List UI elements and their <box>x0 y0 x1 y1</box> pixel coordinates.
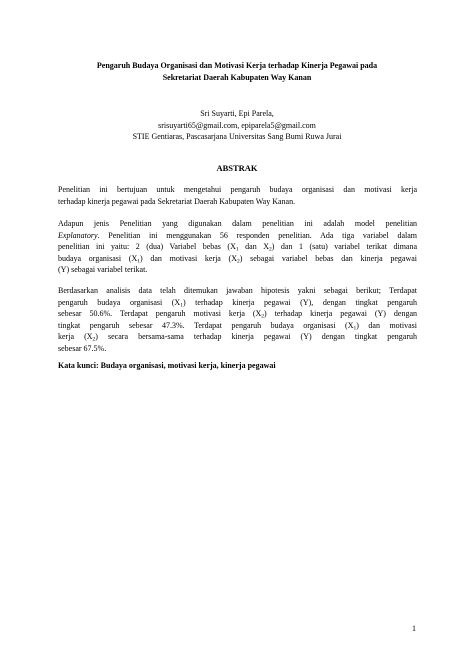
text-line: Penelitian ini bertujuan untuk mengetahui pengaruh budaya organisasi dan motivasi kerja <box>58 185 417 194</box>
paper-title <box>40 60 434 83</box>
text-line: tingkat pengaruh sebesar 47.3%. Terdapat pengaruh budaya organisasi $(X_1)$ dan motivasi <box>58 320 417 332</box>
text-line: kerja $(X_2)$ secara bersama-sama terhadap kinerja pegawai (Y) dengan tingkat pengaruh <box>58 332 417 343</box>
author-affiliation: STIE Gentiaras, Pascasarjana Universitas Sang Bumi Ruwa Jurai <box>132 132 342 142</box>
title-line-2: Sekretariat Daerah Kabupaten Way Kanan <box>162 72 312 82</box>
abstract-paragraph-2 <box>58 218 417 276</box>
text-line: terhadap kinerja pegawai pada Sekretariat Daerah Kabupaten Way Kanan. <box>58 196 296 206</box>
author-names: Sri Suyarti, Epi Parela, <box>200 109 274 118</box>
text-line: (Y) sebagai variabel terikat. <box>58 265 148 275</box>
text-line: Adapun jenis Penelitian yang digunakan dalam penelitian ini adalah model penelitian <box>58 219 417 228</box>
keywords: Kata kunci: Budaya organisasi, motivasi kerja, kinerja pegawai <box>58 361 276 370</box>
author-emails: srisuyarti65@gmail.com, epiparela5@gmail.com <box>158 120 316 130</box>
text-line: pengaruh budaya organisasi $(X_1)$ terhadap kinerja pegawai (Y), dengan tingkat pengaruh <box>58 297 417 309</box>
text-line: sebesar 50.6%. Terdapat pengaruh motivasi kerja $(X_2)$ terhadap kinerja pegawai (Y) dengan <box>58 309 417 320</box>
title-line-1: Pengaruh Budaya Organisasi dan Motivasi Kerja terhadap Kinerja Pegawai pada <box>96 61 378 70</box>
page-number: 1 <box>412 624 416 633</box>
text-line: sebesar 67.5%. <box>58 343 107 353</box>
text-line: budaya organisasi $(X_1)$ dan motivasi kerja $(X_2)$ sebagai variabel bebas dan kinerja pegawai <box>58 253 418 265</box>
text-line: Explanatory. Penelitian ini menggunakan 56 responden penelitian. Ada tiga variabel dalam <box>58 230 417 240</box>
text-line: penelitian ini yaitu: 2 (dua) Variabel bebas ($X_1$ dan $X_2$) dan 1 (satu) variabel terikat dimana <box>58 242 418 253</box>
abstract-paragraph-1 <box>58 184 417 207</box>
text-line: Berdasarkan analisis data telah ditemukan jawaban hipotesis yakni sebagai berikut; Terdapat <box>58 286 417 295</box>
author-block <box>40 108 434 143</box>
italic-term: Explanatory <box>58 230 98 240</box>
abstract-paragraph-3 <box>58 285 417 355</box>
abstract-heading: ABSTRAK <box>216 163 258 173</box>
